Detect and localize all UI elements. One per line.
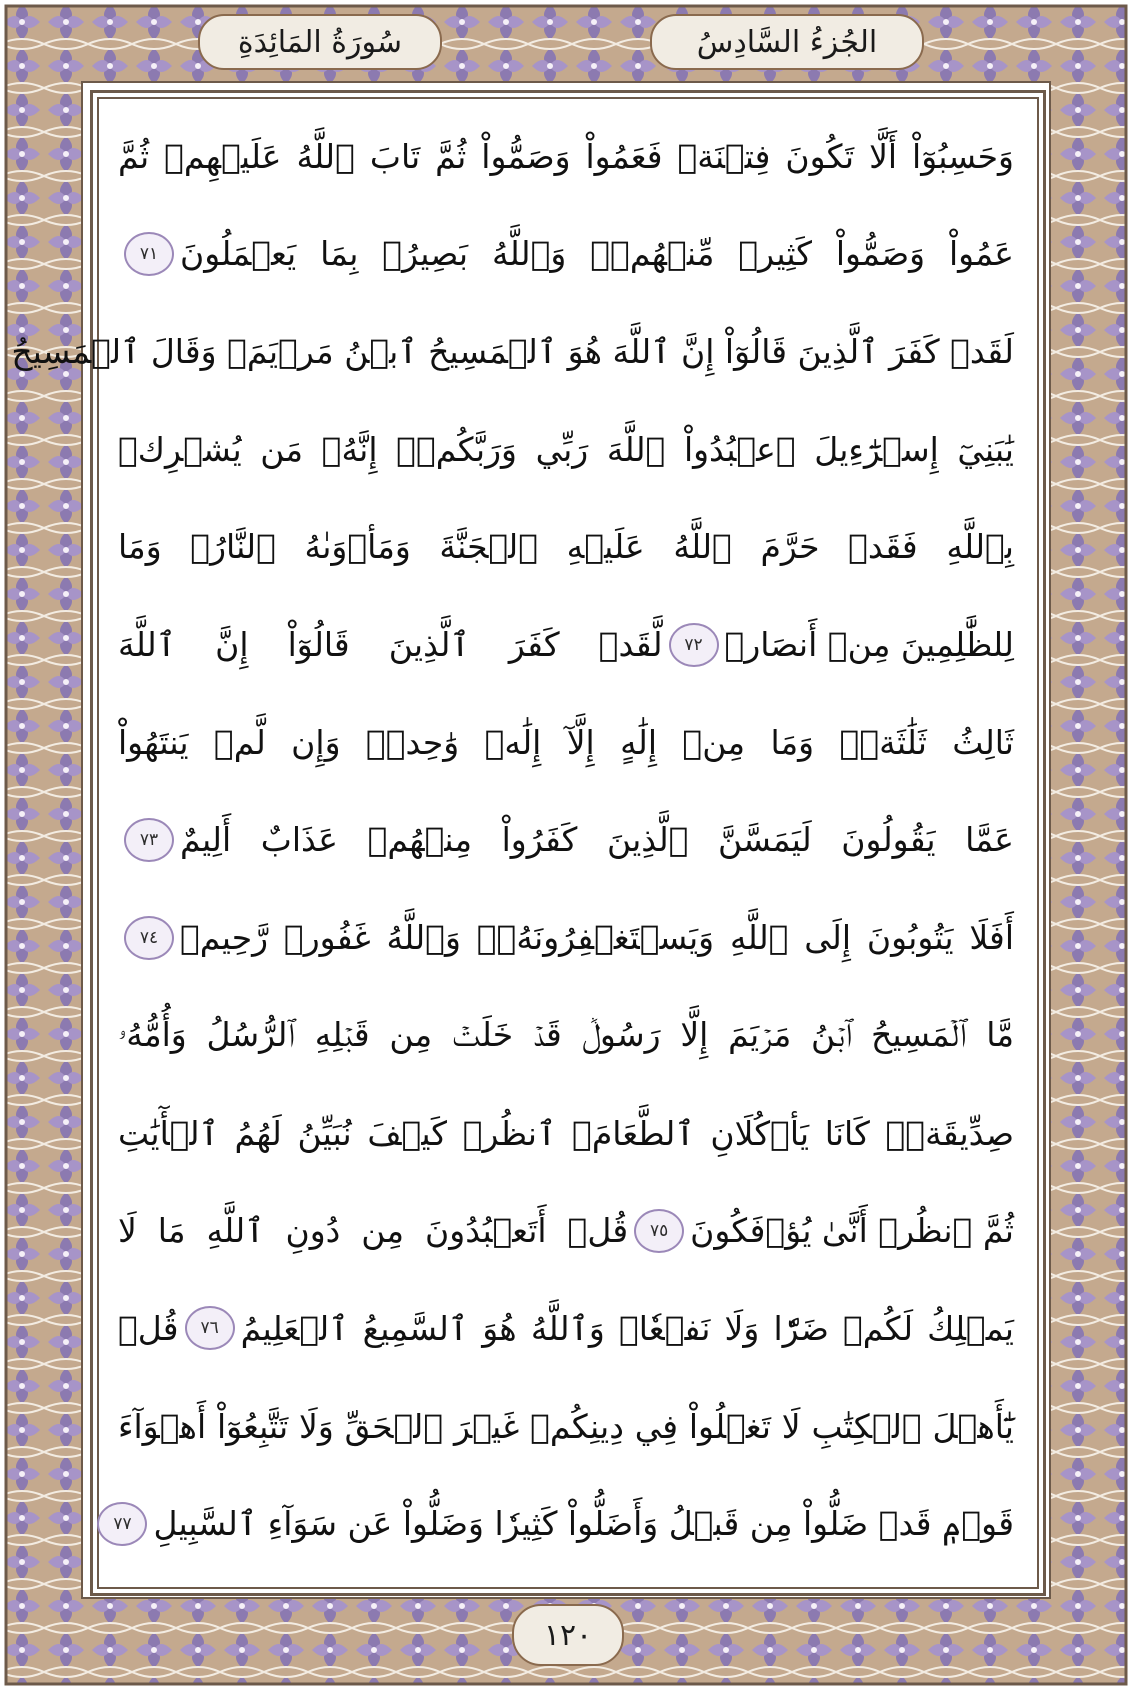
verse-line-3	[11, 313, 1014, 389]
verse-text: بِٱللَّهِ فَقَدۡ حَرَّمَ ٱللَّهُ عَلَيۡهِ ٱلۡجَنَّةَ وَمَأۡوَىٰهُ ٱلنَّارُۖ وَمَا	[118, 527, 1014, 567]
verse-text: ثَالِثُ ثَلَٰثَةٖۘ وَمَا مِنۡ إِلَٰهٍ إِلَّآ إِلَٰهٞ وَٰحِدٞۚ وَإِن لَّمۡ يَنتَهُواْ	[118, 722, 1014, 762]
verse-line-2	[118, 216, 1014, 292]
verse-text: أَفَلَا يَتُوبُونَ إِلَى ٱللَّهِ وَيَسۡتَغۡفِرُونَهُۥۚ وَٱللَّهُ غَفُورٞ رَّحِيمٞ	[180, 918, 1014, 958]
verse-text: لَقَدۡ كَفَرَ ٱلَّذِينَ قَالُوٓاْ إِنَّ ٱللَّهَ هُوَ ٱلۡمَسِيحُ ٱبۡنُ مَرۡيَمَۖ وَقَالَ ٱلۡمَسِيحُ	[11, 331, 1014, 371]
verse-text: يَٰٓأَهۡلَ ٱلۡكِتَٰبِ لَا تَغۡلُواْ فِي دِينِكُمۡ غَيۡرَ ٱلۡحَقِّ وَلَا تَتَّبِعُوٓاْ أَهۡوَآءَ	[118, 1406, 1014, 1446]
verse-line-1	[118, 118, 1014, 194]
ayah-number-marker: ٧٢	[669, 623, 719, 667]
verse-line-10	[118, 997, 1014, 1073]
verse-line-9	[118, 900, 1014, 976]
verse-line-13	[118, 1290, 1014, 1366]
verse-line-12	[118, 1193, 1014, 1269]
ayah-number-marker: ٧٤	[124, 916, 174, 960]
verse-text: يَٰبَنِيٓ إِسۡرَٰٓءِيلَ ٱعۡبُدُواْ ٱللَّهَ رَبِّي وَرَبَّكُمۡۖ إِنَّهُۥ مَن يُشۡرِكۡ	[118, 429, 1014, 469]
ayah-number-marker: ٧٥	[634, 1209, 684, 1253]
verse-text: عَمُواْ وَصَمُّواْ كَثِيرٞ مِّنۡهُمۡۚ وَٱللَّهُ بَصِيرُۢ بِمَا يَعۡمَلُونَ	[180, 234, 1014, 274]
page-number: ١٢٠	[512, 1604, 624, 1666]
verse-lines	[11, 118, 1014, 1562]
verse-line-8	[118, 802, 1014, 878]
ayah-number-marker: ٧١	[124, 232, 174, 276]
verse-text: وَحَسِبُوٓاْ أَلَّا تَكُونَ فِتۡنَةٞ فَعَمُواْ وَصَمُّواْ ثُمَّ تَابَ ٱللَّهُ عَلَيۡهِمۡ ثُمَّ	[118, 136, 1014, 176]
surah-name-label: سُورَةُ المَائِدَةِ	[198, 14, 442, 70]
juz-name-label: الجُزءُ السَّادِسُ	[650, 14, 924, 70]
verse-line-6	[118, 607, 1014, 683]
verse-line-7	[118, 704, 1014, 780]
verse-text: صِدِّيقَةٞۖ كَانَا يَأۡكُلَانِ ٱلطَّعَامَۗ ٱنظُرۡ كَيۡفَ نُبَيِّنُ لَهُمُ ٱلۡأٓيَٰتِ	[118, 1113, 1014, 1153]
verse-text: قَوۡمٖ قَدۡ ضَلُّواْ مِن قَبۡلُ وَأَضَلُّواْ كَثِيرٗا وَضَلُّواْ عَن سَوَآءِ ٱلسَّبِيلِ	[153, 1504, 1014, 1544]
verse-text-continued: قُلۡ أَتَعۡبُدُونَ مِن دُونِ ٱللَّهِ مَا لَا	[118, 1211, 629, 1251]
verse-text: يَمۡلِكُ لَكُمۡ ضَرّٗا وَلَا نَفۡعٗاۚ وَٱللَّهُ هُوَ ٱلسَّمِيعُ ٱلۡعَلِيمُ	[240, 1308, 1014, 1348]
verse-line-5	[118, 509, 1014, 585]
verse-text: مَّا ٱلۡمَسِيحُ ٱبۡنُ مَرۡيَمَ إِلَّا رَسُولٞ قَدۡ خَلَتۡ مِن قَبۡلِهِ ٱلرُّسُلُ وَأُمُّهُۥ	[118, 1015, 1014, 1055]
verse-line-14	[118, 1388, 1014, 1464]
ayah-number-marker: ٧٣	[124, 818, 174, 862]
verse-text: عَمَّا يَقُولُونَ لَيَمَسَّنَّ ٱلَّذِينَ كَفَرُواْ مِنۡهُمۡ عَذَابٌ أَلِيمٌ	[180, 820, 1014, 860]
verse-line-4	[118, 411, 1014, 487]
verse-text: ثُمَّ ٱنظُرۡ أَنَّىٰ يُؤۡفَكُونَ	[690, 1211, 1014, 1251]
ayah-number-marker: ٧٦	[185, 1306, 235, 1350]
verse-text-continued: قُلۡ	[118, 1308, 179, 1348]
verse-text: لِلظَّٰلِمِينَ مِنۡ أَنصَارٖ	[724, 625, 1014, 665]
verse-line-11	[118, 1095, 1014, 1171]
ayah-number-marker: ٧٧	[97, 1502, 147, 1546]
verse-line-15	[113, 1486, 1014, 1562]
verse-text-continued: لَّقَدۡ كَفَرَ ٱلَّذِينَ قَالُوٓاْ إِنَّ ٱللَّهَ	[118, 625, 663, 665]
